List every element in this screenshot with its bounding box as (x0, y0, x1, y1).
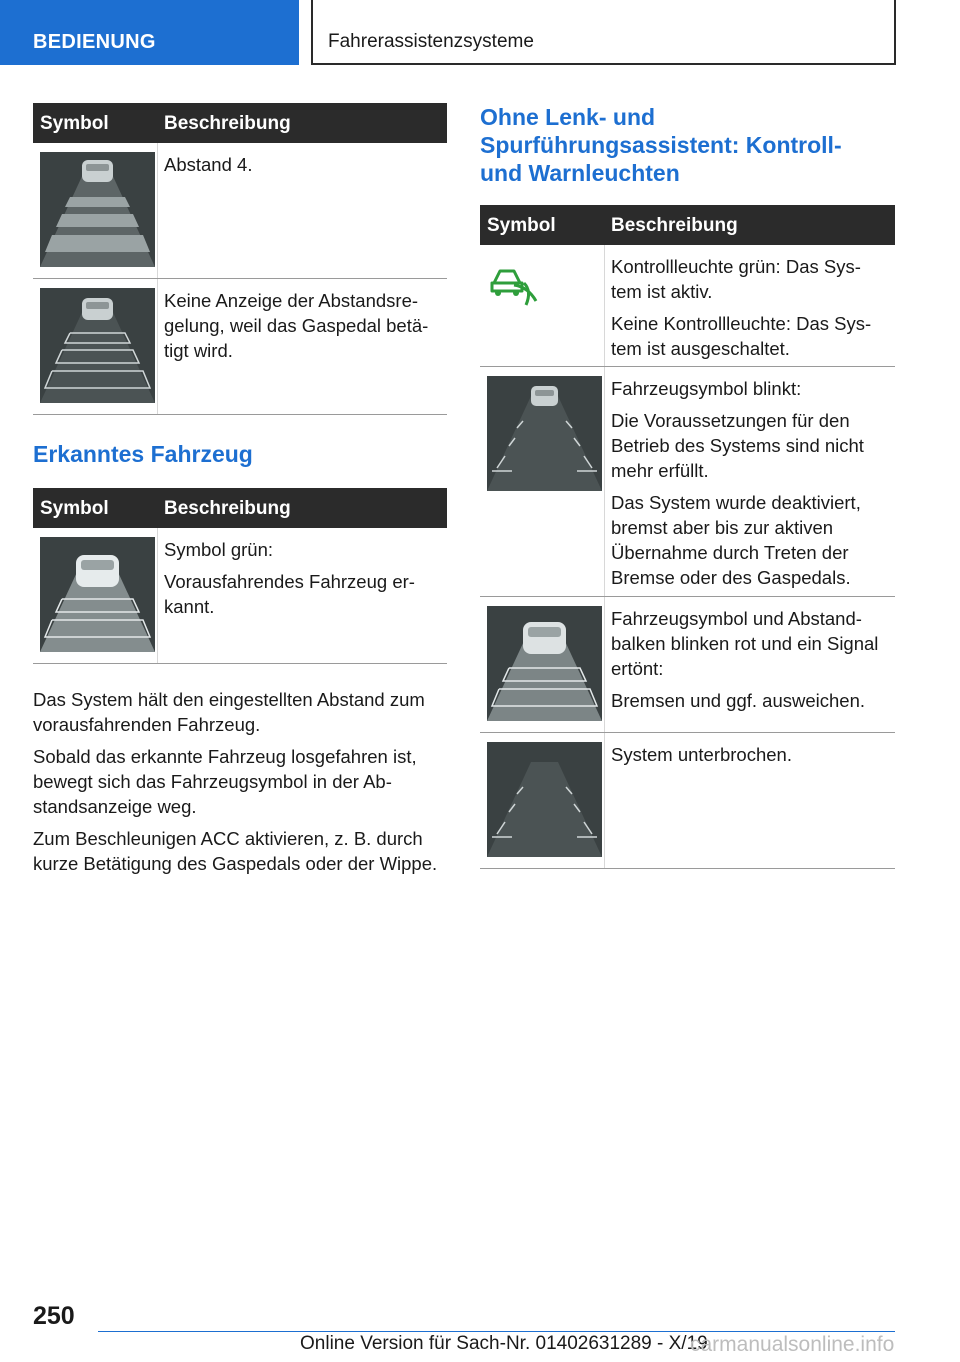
header-chapter-tab (311, 0, 896, 65)
footer-divider (98, 1331, 895, 1332)
row-description (611, 376, 893, 597)
table-row (33, 143, 447, 279)
header-section-tab (0, 0, 299, 65)
paragraph: Das System hält den eingestellten Abstand zum vorausfahrenden Fahrzeug. (33, 689, 425, 735)
table-row (33, 528, 447, 664)
description-line: System unterbrochen. (611, 744, 792, 765)
distance-4-icon (40, 152, 155, 267)
description-line: Fahrzeugsymbol blinkt: (611, 378, 802, 399)
table-row (480, 245, 895, 367)
row-description (164, 152, 445, 184)
vehicle-warning-icon (487, 606, 602, 721)
green-indicator-icon (488, 261, 548, 311)
description-line: Die Voraussetzungen für den Betrieb des Systems sind nicht mehr erfüllt. (611, 410, 864, 481)
cell-divider (604, 733, 605, 868)
page-number: 250 (33, 1302, 75, 1330)
table-row (480, 733, 895, 869)
vehicle-detected-icon (40, 537, 155, 652)
col-description-header: Beschreibung (164, 498, 291, 519)
watermark: carmanualsonline.info (690, 1333, 895, 1356)
description-line: Bremsen und ggf. ausweichen. (611, 690, 866, 711)
description-line: Keine Kontrollleuchte: Das Sys- tem ist ausgeschaltet. (611, 313, 872, 359)
col-symbol-header: Symbol (40, 113, 109, 134)
paragraph: Zum Beschleunigen ACC aktivieren, z. B. durch kurze Betätigung des Gaspedals oder der Wippe. (33, 828, 438, 874)
row-description (611, 254, 893, 368)
cell-divider (604, 367, 605, 596)
no-distance-display-icon (40, 288, 155, 403)
description-line: Kontrollleuchte grün: Das Sys- tem ist aktiv. (611, 256, 861, 302)
vehicle-blinking-icon (487, 376, 602, 491)
row-description (164, 288, 445, 370)
description-line: Das System wurde deaktiviert, bremst aber bis zur aktiven Übernahme durch Treten der Bremse oder des Gaspedals. (611, 492, 861, 588)
row-description (164, 537, 445, 626)
paragraph: Sobald das erkannte Fahrzeug losgefahren ist, bewegt sich das Fahrzeugsymbol in der Ab- standsanzeige weg. (33, 746, 417, 817)
header-chapter-label: Fahrerassistenzsysteme (328, 31, 534, 52)
cell-divider (157, 143, 158, 278)
table-header (33, 488, 447, 528)
cell-divider (157, 279, 158, 414)
section-heading: Erkanntes Fahrzeug (33, 441, 253, 467)
table-header (33, 103, 447, 143)
col-description-header: Beschreibung (611, 215, 738, 236)
body-text-block (33, 687, 447, 876)
online-version-text: Online Version für Sach-Nr. 01402631289 - X/19 (300, 1333, 708, 1354)
cell-divider (604, 597, 605, 732)
section-heading: Ohne Lenk- und Spurführungsassistent: Kontroll- und Warnleuchten (480, 104, 842, 186)
col-description-header: Beschreibung (164, 113, 291, 134)
table-row (33, 279, 447, 415)
system-interrupted-icon (487, 742, 602, 857)
description-line: Fahrzeugsymbol und Abstand- balken blinken rot und ein Signal ertönt: (611, 608, 879, 679)
description-line: Symbol grün: (164, 539, 273, 560)
right-column (480, 103, 895, 869)
header-section-label: BEDIENUNG (33, 31, 156, 53)
table-row (480, 367, 895, 597)
table-header (480, 205, 895, 245)
description-line: Abstand 4. (164, 154, 253, 175)
col-symbol-header: Symbol (40, 498, 109, 519)
description-line: Keine Anzeige der Abstandsre- gelung, weil das Gaspedal betä- tigt wird. (164, 290, 429, 361)
col-symbol-header: Symbol (487, 215, 556, 236)
row-description (611, 742, 893, 774)
cell-divider (604, 245, 605, 366)
cell-divider (157, 528, 158, 663)
left-column (33, 103, 447, 883)
table-row (480, 597, 895, 733)
description-line: Vorausfahrendes Fahrzeug er- kannt. (164, 571, 415, 617)
row-description (611, 606, 893, 720)
